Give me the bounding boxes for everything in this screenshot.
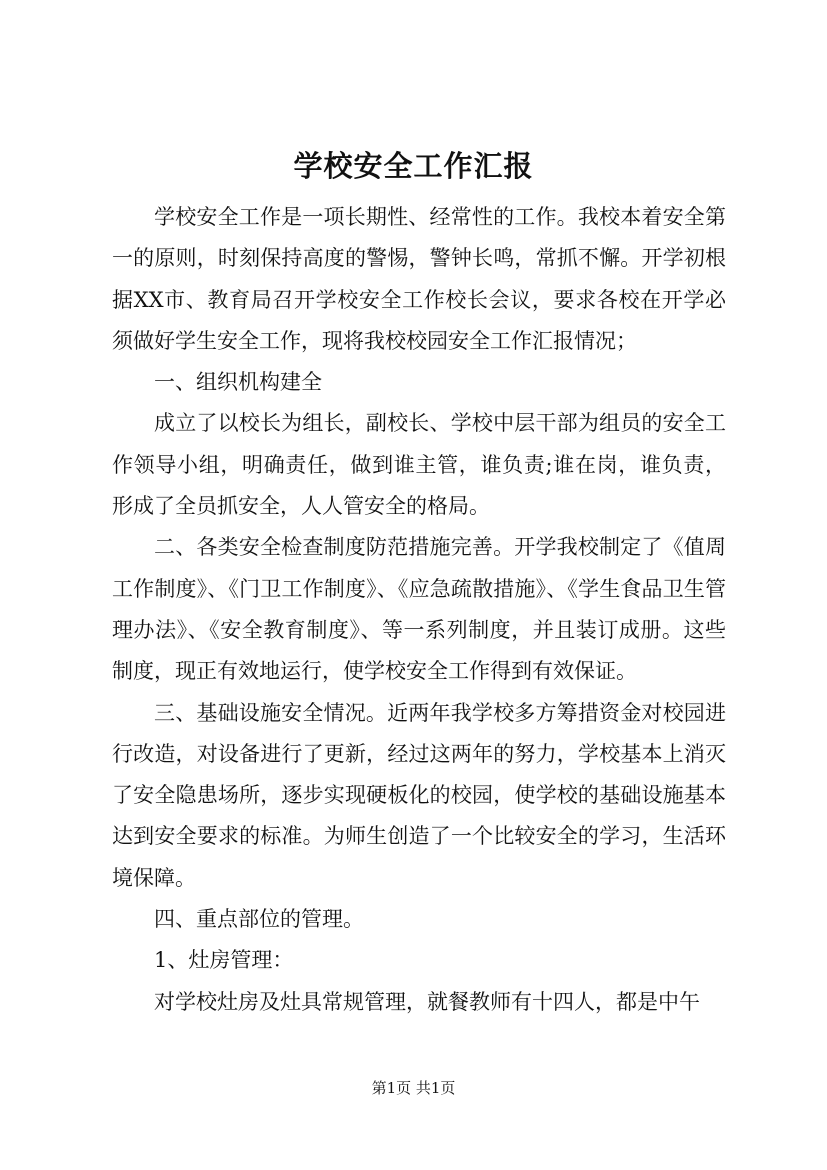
document-body bbox=[112, 197, 726, 1023]
paragraph-infrastructure: 三、基础设施安全情况。近两年我学校多方筹措资金对校园进行改造，对设备进行了更新，经过这两年的努力，学校基本上消灭了安全隐患场所，逐步实现硬板化的校园，使学校的基础设施基本达到安全要求的标准。为师生创造了一个比较安全的学习，生活环境保障。 bbox=[112, 700, 726, 890]
page-footer bbox=[0, 1078, 827, 1098]
paragraph-kitchen: 对学校灶房及灶具常规管理，就餐教师有十四人，都是中午 bbox=[154, 989, 700, 1014]
page-title: 学校安全工作汇报 bbox=[293, 149, 534, 183]
heading-kitchen: 1、灶房管理： bbox=[154, 948, 294, 973]
paragraph-intro: 学校安全工作是一项长期性、经常性的工作。我校本着安全第一的原则，时刻保持高度的警惕，警钟长鸣，常抓不懈。开学初根据XX市、教育局召开学校安全工作校长会议，要求各校在开学必须做好学生安全工作，现将我校校园安全工作汇报情况； bbox=[112, 205, 726, 353]
page-number: 第1页 共1页 bbox=[371, 1079, 456, 1097]
paragraph-organization: 成立了以校长为组长，副校长、学校中层干部为组员的安全工作领导小组，明确责任，做到谁主管，谁负责;谁在岗，谁负责，形成了全员抓安全，人人管安全的格局。 bbox=[112, 411, 726, 519]
heading-key-areas: 四、重点部位的管理。 bbox=[154, 907, 364, 932]
paragraph-regulations: 二、各类安全检查制度防范措施完善。开学我校制定了《值周工作制度》、《门卫工作制度》、《应急疏散措施》、《学生食品卫生管理办法》、《安全教育制度》、等一系列制度，并且装订成册。这些制度，现正有效地运行，使学校安全工作得到有效保证。 bbox=[112, 535, 726, 684]
heading-organization: 一、组织机构建全 bbox=[154, 370, 322, 395]
